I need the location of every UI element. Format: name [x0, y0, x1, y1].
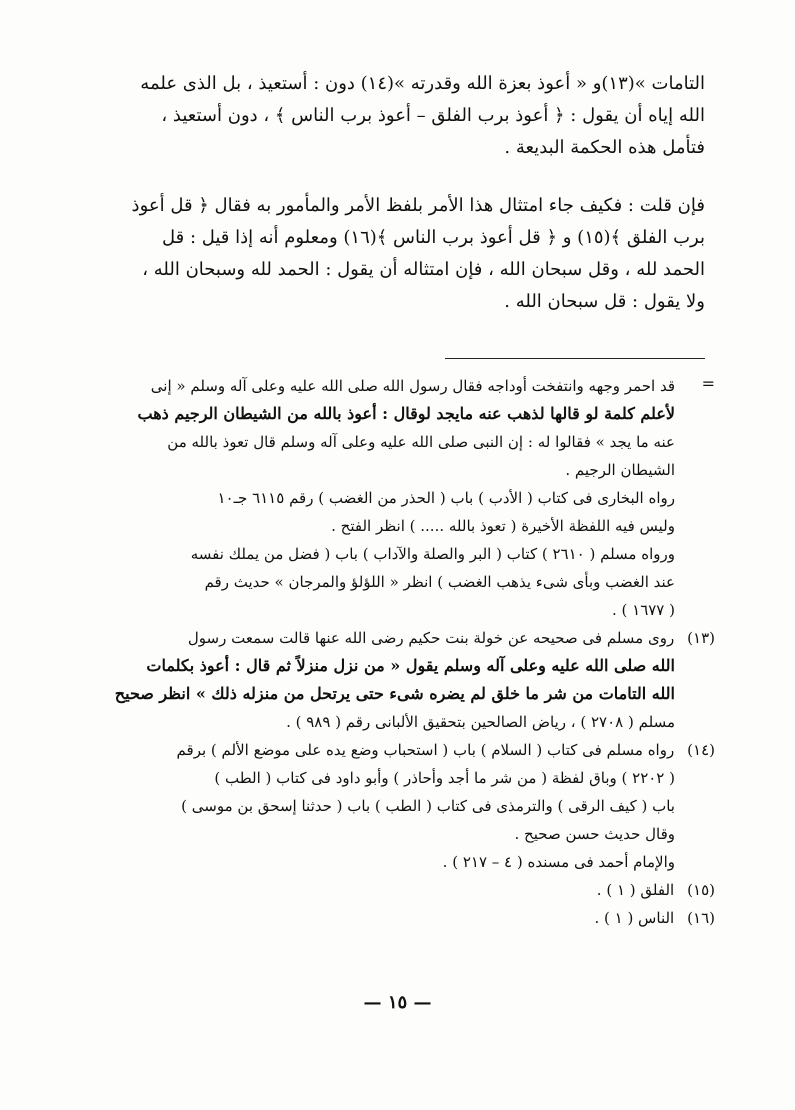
footnote-text: الناس ( ١ ) . [594, 909, 675, 927]
footnote-line: قد احمر وجهه وانتفخت أوداجه فقال رسول الله صلى الله عليه وعلى آله وسلم « إنى [150, 377, 675, 395]
footnote-line: ورواه مسلم ( ٢٦١٠ ) كتاب ( البر والصلة والآداب ) باب ( فضل من يملك نفسه [190, 545, 675, 563]
footnote-line: والإمام أحمد فى مسنده ( ٤ – ٢١٧ ) . [442, 853, 675, 871]
footnote-13 [70, 624, 715, 652]
footnote-separator [445, 358, 705, 359]
text-line: الله إياه أن يقول : ﴿ أعوذ برب الفلق – أعوذ برب الناس ﴾ ، دون أستعيذ ، [161, 105, 705, 126]
footnote-marker: (١٦) [687, 909, 715, 927]
main-paragraph-2 [70, 190, 705, 318]
footnote-line: رواه البخارى فى كتاب ( الأدب ) باب ( الحذر من الغضب ) رقم ٦١١٥ جـ١٠ [217, 489, 675, 507]
footnote-line: الشيطان الرجيم . [565, 461, 675, 479]
continuation-marker: = [701, 374, 715, 393]
footnote-text: روى مسلم فى صحيحه عن خولة بنت حكيم رضى الله عنها قالت سمعت رسول [187, 629, 675, 647]
footnote-marker: (١٤) [687, 741, 715, 759]
footnote-line: ( ١٦٧٧ ) . [611, 601, 675, 619]
text-line: فإن قلت : فكيف جاء امتثال هذا الأمر بلفظ الأمر والمأمور به فقال ﴿ قل أعوذ [131, 195, 705, 216]
text-line: التامات »(١٣)و « أعوذ بعزة الله وقدرته »(١٤) دون : أستعيذ ، بل الذى علمه [140, 73, 705, 94]
footnote-text: رواه مسلم فى كتاب ( السلام ) باب ( استحباب وضع يده على موضع الألم ) برقم [176, 741, 675, 759]
footnote-marker: (١٥) [687, 881, 715, 899]
text-line: الحمد لله ، وقل سبحان الله ، فإن امتثاله أن يقول : الحمد لله وسبحان الله ، [142, 259, 705, 280]
footnote-marker: (١٣) [687, 629, 715, 647]
text-line: ولا يقول : قل سبحان الله . [504, 291, 705, 312]
footnote-16 [70, 904, 715, 932]
footnote-line: وقال حديث حسن صحيح . [514, 825, 675, 843]
footnote-line: عند الغضب وبأى شىء يذهب الغضب ) انظر « اللؤلؤ والمرجان » حديث رقم [204, 573, 675, 591]
footnote-line: عنه ما يجد » فقالوا له : إن النبى صلى الله عليه وعلى آله وسلم قال تعوذ بالله من [167, 433, 675, 451]
footnote-line: الله التامات من شر ما خلق لم يضره شىء حتى يرتحل من منزله ذلك » انظر صحيح [114, 684, 675, 703]
footnote-line: مسلم ( ٢٧٠٨ ) ، رياض الصالحين بتحقيق الألبانى رقم ( ٩٨٩ ) . [286, 713, 675, 731]
footnote-line: وليس فيه اللفظة الأخيرة ( تعوذ بالله ..... ) انظر الفتح . [331, 517, 675, 535]
page-number: — ١٥ — [363, 992, 432, 1013]
text-line: برب الفلق ﴾(١٥) و ﴿ قل أعوذ برب الناس ﴾(١٦) ومعلوم أنه إذا قيل : قل [161, 227, 705, 248]
footnote-15 [70, 876, 715, 904]
footnote-line: الله صلى الله عليه وعلى آله وسلم يقول « من نزل منزلاً ثم قال : أعوذ بكلمات [146, 656, 675, 675]
footnote-line: باب ( كيف الرقى ) والترمذى فى كتاب ( الطب ) باب ( حدثنا إسحق بن موسى ) [181, 797, 675, 815]
footnotes [70, 372, 715, 932]
footnote-line: ( ٢٢٠٢ ) وباق لفظة ( من شر ما أجد وأحاذر ) وأبو داود فى كتاب ( الطب ) [214, 769, 675, 787]
text-line: فتأمل هذه الحكمة البديعة . [504, 137, 705, 158]
main-paragraph-1 [70, 68, 705, 164]
footnote-14 [70, 736, 715, 764]
footnote-line: لأعلم كلمة لو قالها لذهب عنه مايجد لوقال : أعوذ بالله من الشيطان الرجيم ذهب [137, 404, 675, 423]
footnote-text: الفلق ( ١ ) . [596, 881, 675, 899]
